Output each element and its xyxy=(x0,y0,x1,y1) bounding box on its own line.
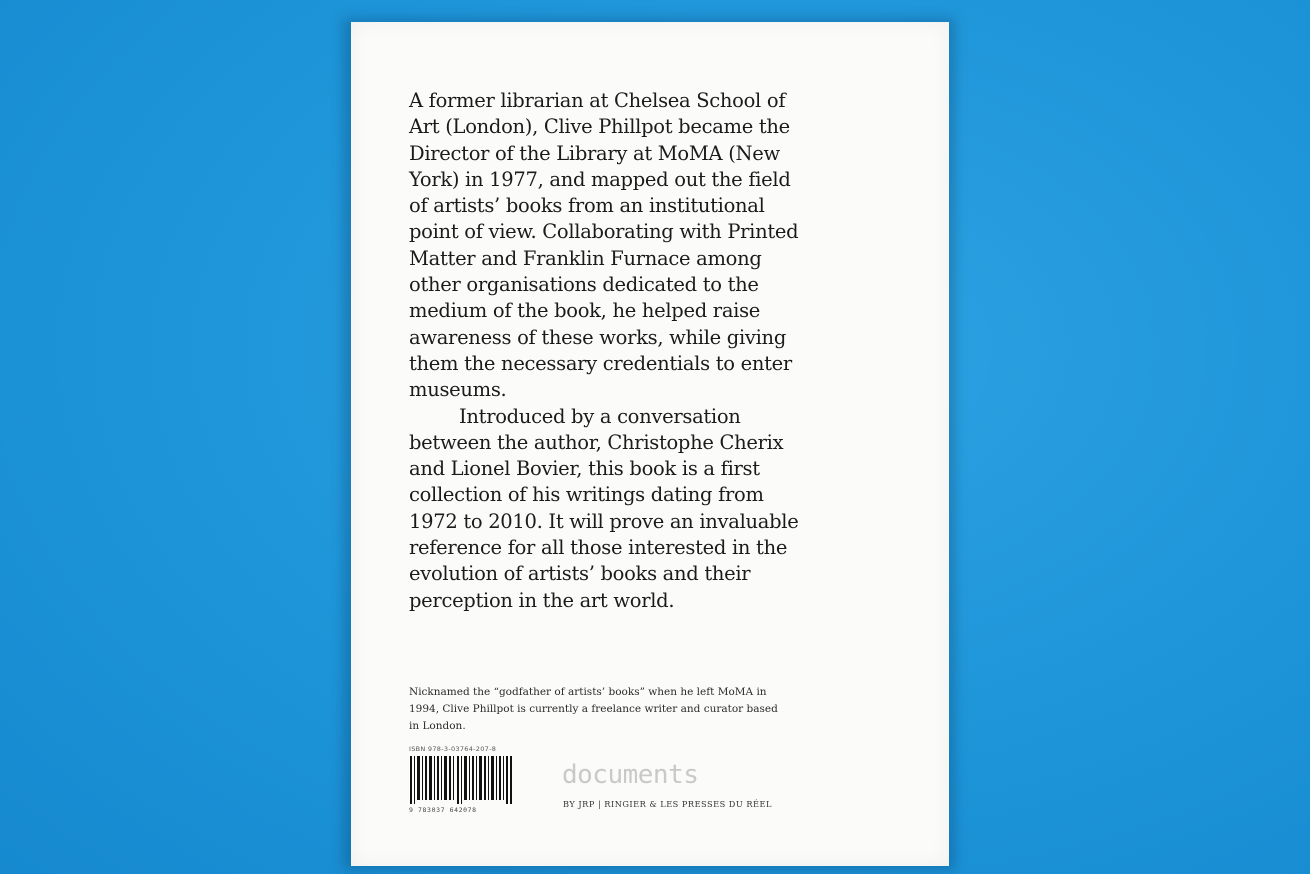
blurb-text xyxy=(409,88,809,614)
isbn-label: ISBN 978-3-03764-207-8 xyxy=(409,745,497,753)
barcode-digits: 9 783037 642078 xyxy=(409,806,477,814)
book-back-cover xyxy=(351,22,949,866)
publisher-line: BY JRP | RINGIER & LES PRESSES DU RÉEL xyxy=(563,799,772,809)
blurb-paragraph-2: Introduced by a conversation between the author, Christophe Cherix and Lionel Bovier, this book is a first collection of his writings dating from 1972 to 2010. It will prove an invaluable reference for all those interested in the evolution of artists’ books and their perception in the art world. xyxy=(409,404,799,612)
barcode-icon xyxy=(409,756,513,804)
documents-logo: documents xyxy=(562,760,699,790)
author-bio: Nicknamed the “godfather of artists’ books” when he left MoMA in 1994, Clive Phillpot is currently a freelance writer and curator based in London. xyxy=(409,686,778,732)
blurb-paragraph-1: A former librarian at Chelsea School of Art (London), Clive Phillpot became the Director of the Library at MoMA (New York) in 1977, and mapped out the field of artists’ books from an institutional point of view. Collaborating with Printed Matter and Franklin Furnace among other organisations dedicated to the medium of the book, he helped raise awareness of these works, while giving them the necessary credentials to enter museums. xyxy=(409,89,799,402)
